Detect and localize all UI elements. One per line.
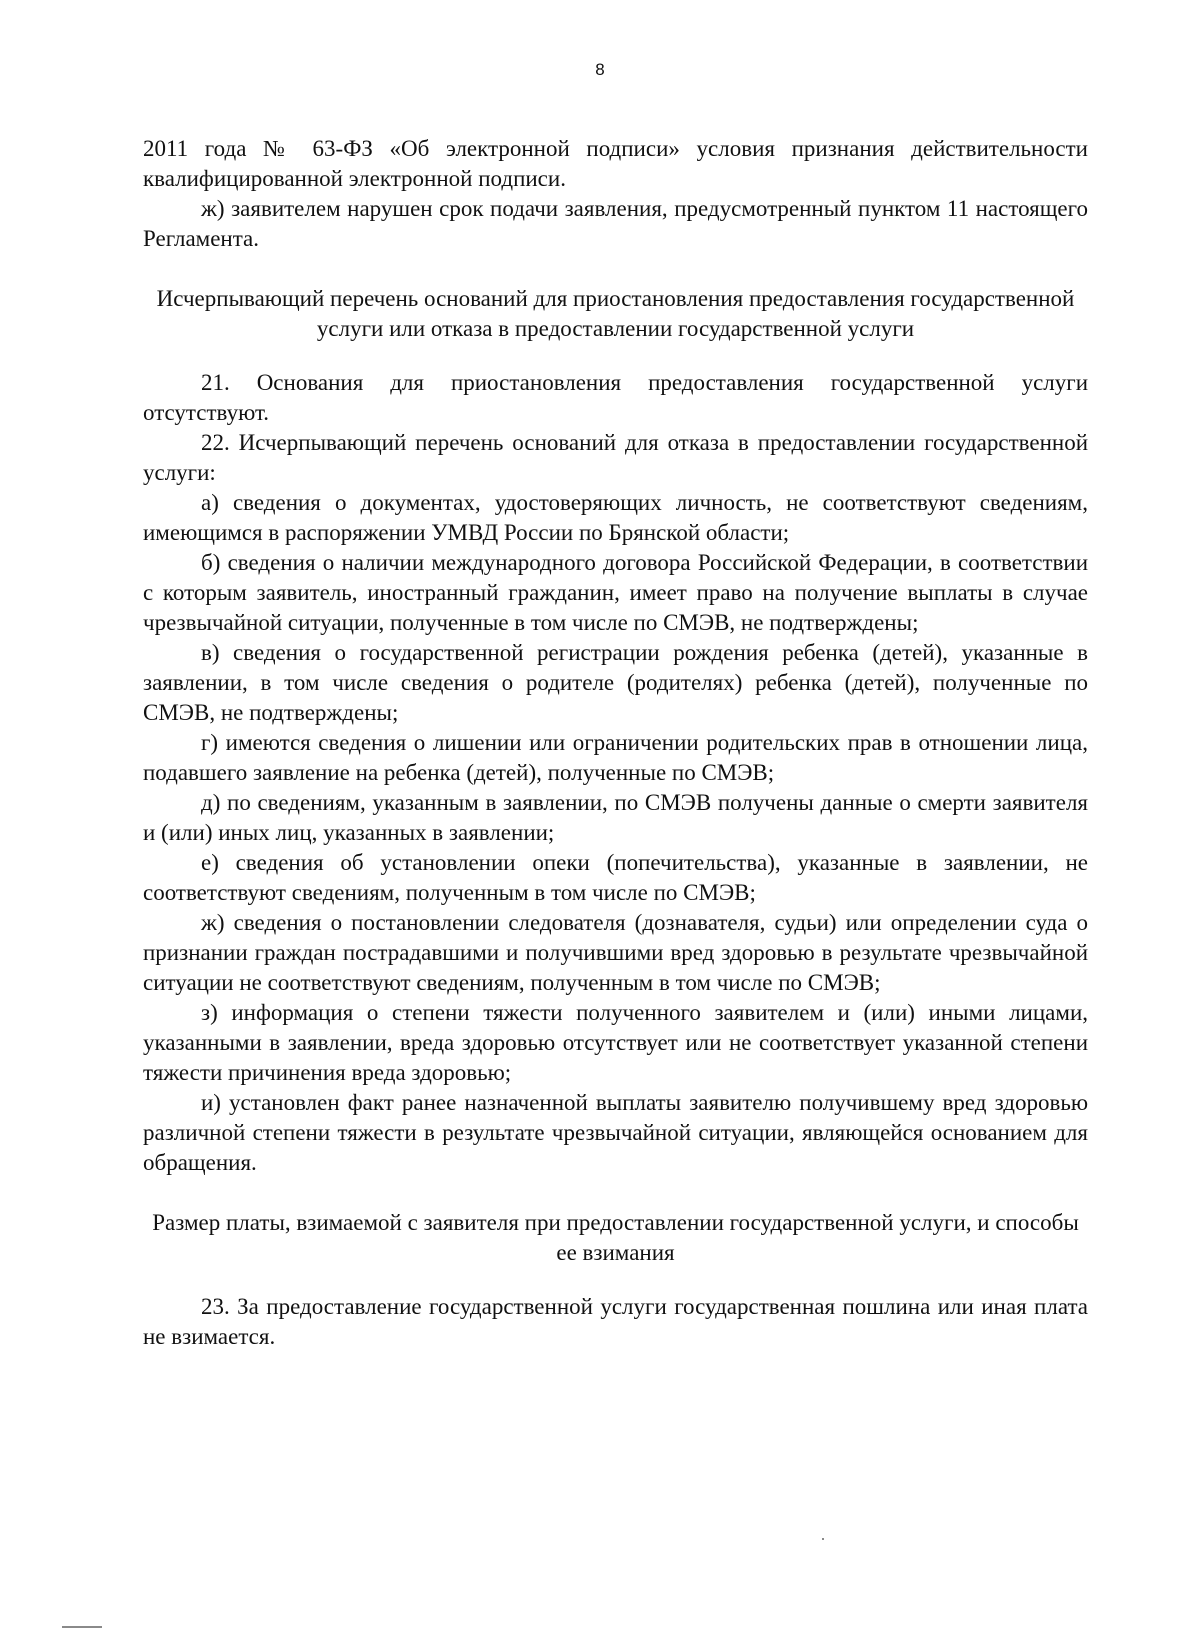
paragraph-21: 21. Основания для приостановления предоставления государственной услуги отсутствуют. bbox=[143, 370, 1088, 425]
document-body bbox=[143, 134, 1088, 1352]
section-heading-grounds: Исчерпывающий перечень оснований для приостановления предоставления государственной услуги или отказа в предоставлении государственной услуги bbox=[156, 286, 1075, 341]
paragraph-22: 22. Исчерпывающий перечень оснований для отказа в предоставлении государственной услуги: bbox=[143, 430, 1088, 485]
scan-artifact-dot bbox=[822, 1538, 824, 1540]
page-number: 8 bbox=[595, 60, 605, 79]
spacer bbox=[143, 344, 1088, 368]
scan-artifact-mark bbox=[62, 1626, 102, 1628]
spacer bbox=[143, 1178, 1088, 1208]
list-item-i: и) установлен факт ранее назначенной выплаты заявителю получившему вред здоровью различной степени тяжести в результате чрезвычайной ситуации, являющейся основанием для обращения. bbox=[143, 1090, 1088, 1175]
list-item-v: в) сведения о государственной регистрации рождения ребенка (детей), указанные в заявлении, в том числе сведения о родителе (родителях) ребенка (детей), полученные по СМЭВ, не подтверждены; bbox=[143, 640, 1088, 725]
list-item-zh: ж) сведения о постановлении следователя (дознавателя, судьи) или определении суда о признании граждан пострадавшими и получившими вред здоровью в результате чрезвычайной ситуации не соответствуют сведениям, полученным в том числе по СМЭВ; bbox=[143, 910, 1088, 995]
list-item-g: г) имеются сведения о лишении или ограничении родительских прав в отношении лица, подавшего заявление на ребенка (детей), полученные по СМЭВ; bbox=[143, 730, 1088, 785]
section-heading-fee: Размер платы, взимаемой с заявителя при предоставлении государственной услуги, и способы ее взимания bbox=[152, 1210, 1079, 1265]
list-item-d: д) по сведениям, указанным в заявлении, по СМЭВ получены данные о смерти заявителя и (или) иных лиц, указанных в заявлении; bbox=[143, 790, 1088, 845]
paragraph-23: 23. За предоставление государственной услуги государственная пошлина или иная плата не взимается. bbox=[143, 1294, 1088, 1349]
list-item-a: а) сведения о документах, удостоверяющих личность, не соответствуют сведениям, имеющимся в распоряжении УМВД России по Брянской области; bbox=[143, 490, 1088, 545]
list-item-z: з) информация о степени тяжести полученного заявителем и (или) иными лицами, указанными в заявлении, вреда здоровью отсутствует или не соответствует указанной степени тяжести причинения вреда здоровью; bbox=[143, 1000, 1088, 1085]
list-item-e: е) сведения об установлении опеки (попечительства), указанные в заявлении, не соответствуют сведениям, полученным в том числе по СМЭВ; bbox=[143, 850, 1088, 905]
list-item-b: б) сведения о наличии международного договора Российской Федерации, в соответствии с которым заявитель, иностранный гражданин, имеет право на получение выплаты в случае чрезвычайной ситуации, полученные в том числе по СМЭВ, не подтверждены; bbox=[143, 550, 1088, 635]
spacer bbox=[143, 254, 1088, 284]
spacer bbox=[143, 1268, 1088, 1292]
paragraph-zh-first: ж) заявителем нарушен срок подачи заявления, предусмотренный пунктом 11 настоящего Регламента. bbox=[143, 196, 1088, 251]
paragraph-continuation: 2011 года № 63-ФЗ «Об электронной подписи» условия признания действительности квалифицированной электронной подписи. bbox=[143, 136, 1088, 191]
